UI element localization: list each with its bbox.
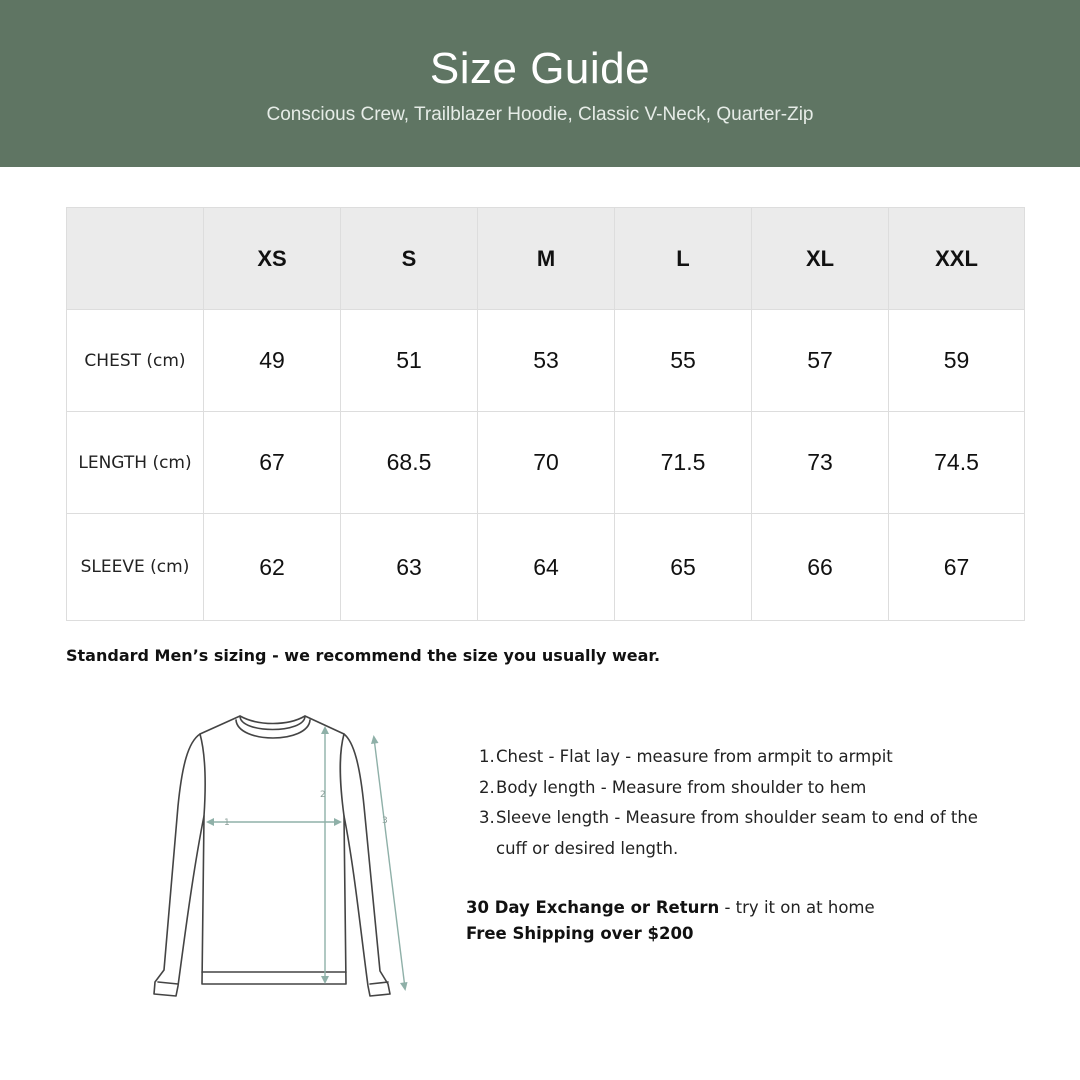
step-text: Chest - Flat lay - measure from armpit to armpit: [496, 747, 893, 766]
measure-label-2: 2: [320, 790, 326, 800]
table-cell: 66: [752, 514, 889, 621]
table-cell: 65: [615, 514, 752, 621]
list-item: [466, 773, 1006, 804]
size-header-row: [67, 208, 1025, 310]
size-header-xxl: XXL: [889, 208, 1025, 310]
measuring-steps: [466, 742, 1006, 864]
table-cell: 71.5: [615, 412, 752, 514]
row-label-chest: CHEST (cm): [67, 310, 204, 412]
table-row: [67, 514, 1025, 621]
table-cell: 57: [752, 310, 889, 412]
measure-lines: [206, 726, 408, 991]
table-row: [67, 310, 1025, 412]
table-cell: 64: [478, 514, 615, 621]
measure-label-3: 3: [382, 816, 388, 826]
step-number: 1.: [479, 747, 495, 766]
shipping-line: [466, 921, 875, 947]
size-header-xs: XS: [204, 208, 341, 310]
size-header-xl: XL: [752, 208, 889, 310]
table-cell: 73: [752, 412, 889, 514]
page-subtitle: Conscious Crew, Trailblazer Hoodie, Classic V-Neck, Quarter-Zip: [266, 104, 814, 125]
page-title: Size Guide: [429, 44, 651, 93]
size-header-s: S: [341, 208, 478, 310]
table-cell: 55: [615, 310, 752, 412]
size-header-l: L: [615, 208, 752, 310]
table-cell: 63: [341, 514, 478, 621]
measure-label-1: 1: [224, 818, 230, 828]
step-number: 2.: [479, 777, 495, 797]
exchange-detail: - try it on at home: [719, 898, 875, 917]
table-cell: 68.5: [341, 412, 478, 514]
sweater-outline-icon: [154, 716, 390, 996]
list-item: [466, 803, 1006, 864]
table-cell: 62: [204, 514, 341, 621]
table-row: [67, 412, 1025, 514]
corner-cell: [67, 208, 204, 310]
table-cell: 70: [478, 412, 615, 514]
table-cell: 67: [204, 412, 341, 514]
row-label-length: LENGTH (cm): [67, 412, 204, 514]
table-cell: 51: [341, 310, 478, 412]
exchange-line: [466, 895, 875, 921]
promo-block: [466, 895, 875, 947]
step-number: 3.: [479, 808, 495, 827]
row-label-sleeve: SLEEVE (cm): [67, 514, 204, 621]
table-cell: 53: [478, 310, 615, 412]
size-header-m: M: [478, 208, 615, 310]
step-text: Sleeve length - Measure from shoulder seam to end of the cuff or desired length.: [496, 808, 978, 858]
table-cell: 49: [204, 310, 341, 412]
step-text: Body length - Measure from shoulder to hem: [496, 777, 867, 797]
table-cell: 59: [889, 310, 1025, 412]
shipping-highlight: Free Shipping over $200: [466, 924, 694, 943]
sweater-measurement-diagram: [148, 706, 418, 1006]
exchange-highlight: 30 Day Exchange or Return: [466, 898, 720, 917]
sizing-note: Standard Men’s sizing - we recommend the size you usually wear.: [66, 646, 661, 665]
table-cell: 67: [889, 514, 1025, 621]
table-cell: 74.5: [889, 412, 1025, 514]
size-table: [66, 207, 1025, 621]
list-item: [466, 742, 1006, 773]
header-banner: [0, 0, 1080, 167]
